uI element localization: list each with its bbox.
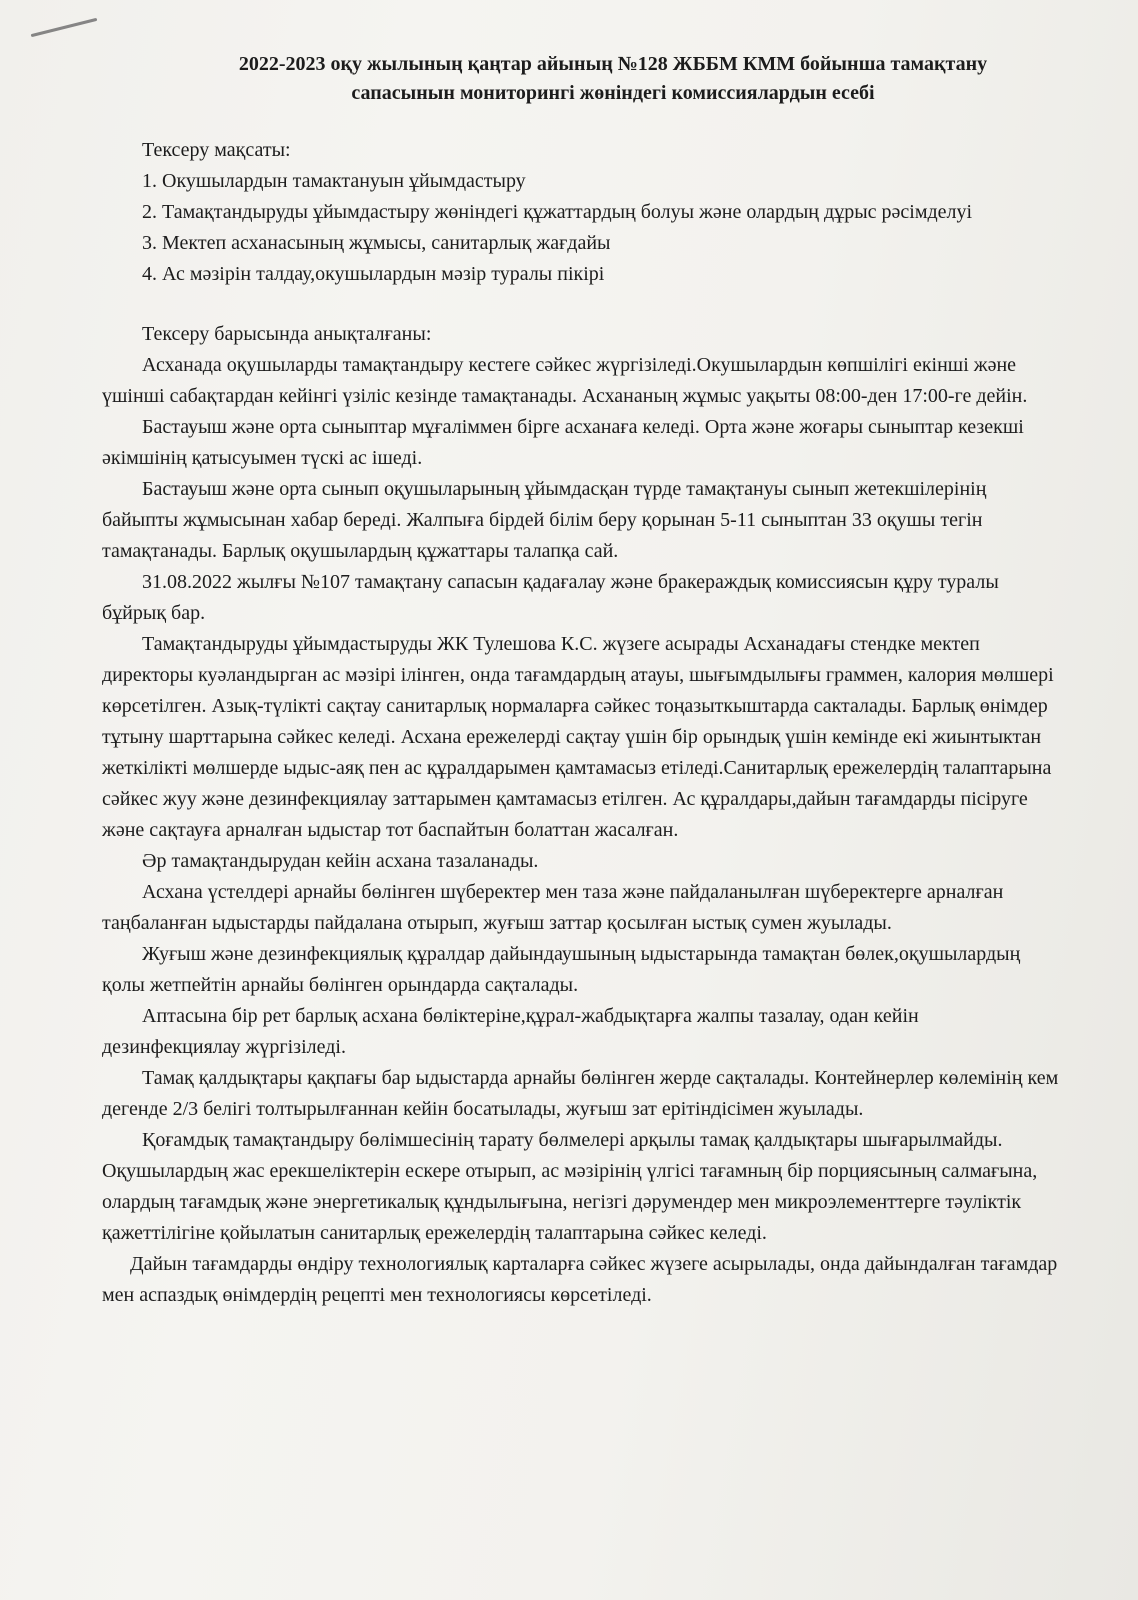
- finding-paragraph: Жуғыш және дезинфекциялық құралдар дайындаушының ыдыстарында тамақтан бөлек,оқушылардың қолы жетпейтін арнайы бөлінген орындарда сақталады.: [102, 943, 1021, 996]
- inspection-findings: [102, 319, 1062, 1311]
- report-document: [102, 50, 1062, 1311]
- findings-heading: Тексеру барысында анықталғаны:: [142, 323, 432, 345]
- title-line-2: сапасынын мониторингі жөніндегі комиссиялардын есебі: [351, 82, 875, 104]
- aim-item: 4. Ас мәзірін талдау,окушылардын мәзір туралы пікірі: [142, 263, 605, 285]
- finding-paragraph: Асхана үстелдері арнайы бөлінген шүберектер мен таза және пайдаланылған шүберектерге арналған таңбаланған ыдыстарды пайдалана отырып, жуғыш заттар қосылған ыстық сумен жуылады.: [102, 881, 1004, 934]
- finding-paragraph: Әр тамақтандырудан кейін асхана тазаланады.: [142, 850, 539, 872]
- finding-paragraph: 31.08.2022 жылғы №107 тамақтану сапасын қадағалау және бракераждық комиссиясын құру туралы бұйрық бар.: [102, 571, 999, 624]
- finding-paragraph: Бастауыш және орта сынып оқушыларының ұйымдасқан түрде тамақтануы сынып жетекшілерінің байыпты жұмысынан хабар береді. Жалпыға бірдей білім беру қорынан 5-11 сыныптан 33 оқушы тегін тамақтанады. Барлық оқушылардың құжаттары талапқа сай.: [102, 478, 987, 562]
- title-line-1: 2022-2023 оқу жылының қаңтар айының №128 ЖББМ КММ бойынша тамақтану: [238, 53, 988, 75]
- finding-paragraph: Тамақтандыруды ұйымдастыруды ЖК Тулешова К.С. жүзеге асырады Асханадағы стендке мектеп директоры куәландырган ас мәзірі ілінген, онда тағамдардың атауы, шығымдылығы граммен, калория мөлшері көрсетілген. Азық-түлікті сақтау санитарлық нормаларға сәйкес тоңазыткыштарда сакталады. Барлық өнімдер тұтыну шарттарына сәйкес келеді. Асхана ережелерді сақтау үшін бір орындық үшін кемінде екі жиынтыктан жеткілікті мөлшерде ыдыс-аяқ пен ас құралдарымен қамтамасыз етіледі.Санитарлық ережелердің талаптарына сәйкес жуу және дезинфекциялау заттарымен қамтамасыз етілген. Ас құралдары,дайын тағамдарды пісіруге және сақтауға арналған ыдыстар тот баспайтын болаттан жасалған.: [102, 633, 1054, 841]
- finding-paragraph: Қоғамдық тамақтандыру бөлімшесінің тарату бөлмелері арқылы тамақ қалдықтары шығарылмайды. Оқушылардың жас ерекшеліктерін ескере отырып, ас мәзірінің үлгісі тағамның бір порциясының салмағына, олардың тағамдық және энергетикалық құндылығына, негізгі дәрумендер мен микроэлементтерге тәуліктік қажеттілігіне қойылатын санитарлық ережелердің талаптарына сәйкес келеді.: [102, 1129, 1038, 1244]
- finding-paragraph: Асханада оқушыларды тамақтандыру кестеге сәйкес жүргізіледі.Окушылардын көпшілігі екінші және үшінші сабақтардан кейінгі үзіліс кезінде тамақтанады. Асхананың жұмыс уақыты 08:00-ден 17:00-ге дейін.: [102, 354, 1028, 407]
- finding-paragraph: Тамақ қалдықтары қақпағы бар ыдыстарда арнайы бөлінген жерде сақталады. Контейнерлер көлемінің кем дегенде 2/3 белігі толтырылғаннан кейін босатылады, жуғыш зат ерітіндісімен жуылады.: [102, 1067, 1059, 1120]
- pen-mark: [31, 18, 98, 37]
- aim-item: 1. Окушылардын тамактануын ұйымдастыру: [142, 170, 526, 192]
- inspection-aims: [102, 135, 1062, 290]
- aims-heading: Тексеру мақсаты:: [142, 139, 291, 161]
- finding-paragraph: Бастауыш және орта сыныптар мұғаліммен бірге асханаға келеді. Орта және жоғары сыныптар кезекші әкімшінің қатысуымен түскі ас ішеді.: [102, 416, 1024, 469]
- aim-item: 2. Тамақтандыруды ұйымдастыру жөніндегі құжаттардың болуы және олардың дұрыс рәсімделуі: [142, 201, 973, 223]
- aim-item: 3. Мектеп асханасының жұмысы, санитарлық жағдайы: [142, 232, 611, 254]
- finding-paragraph: Дайын тағамдарды өндіру технологиялық карталарға сәйкес жүзеге асырылады, онда дайындалған тағамдар мен аспаздық өнімдердің рецепті мен технологиясы көрсетіледі.: [102, 1253, 1058, 1306]
- report-title: [164, 50, 1062, 108]
- finding-paragraph: Аптасына бір рет барлық асхана бөліктеріне,құрал-жабдықтарға жалпы тазалау, одан кейін дезинфекциялау жүргізіледі.: [102, 1005, 919, 1058]
